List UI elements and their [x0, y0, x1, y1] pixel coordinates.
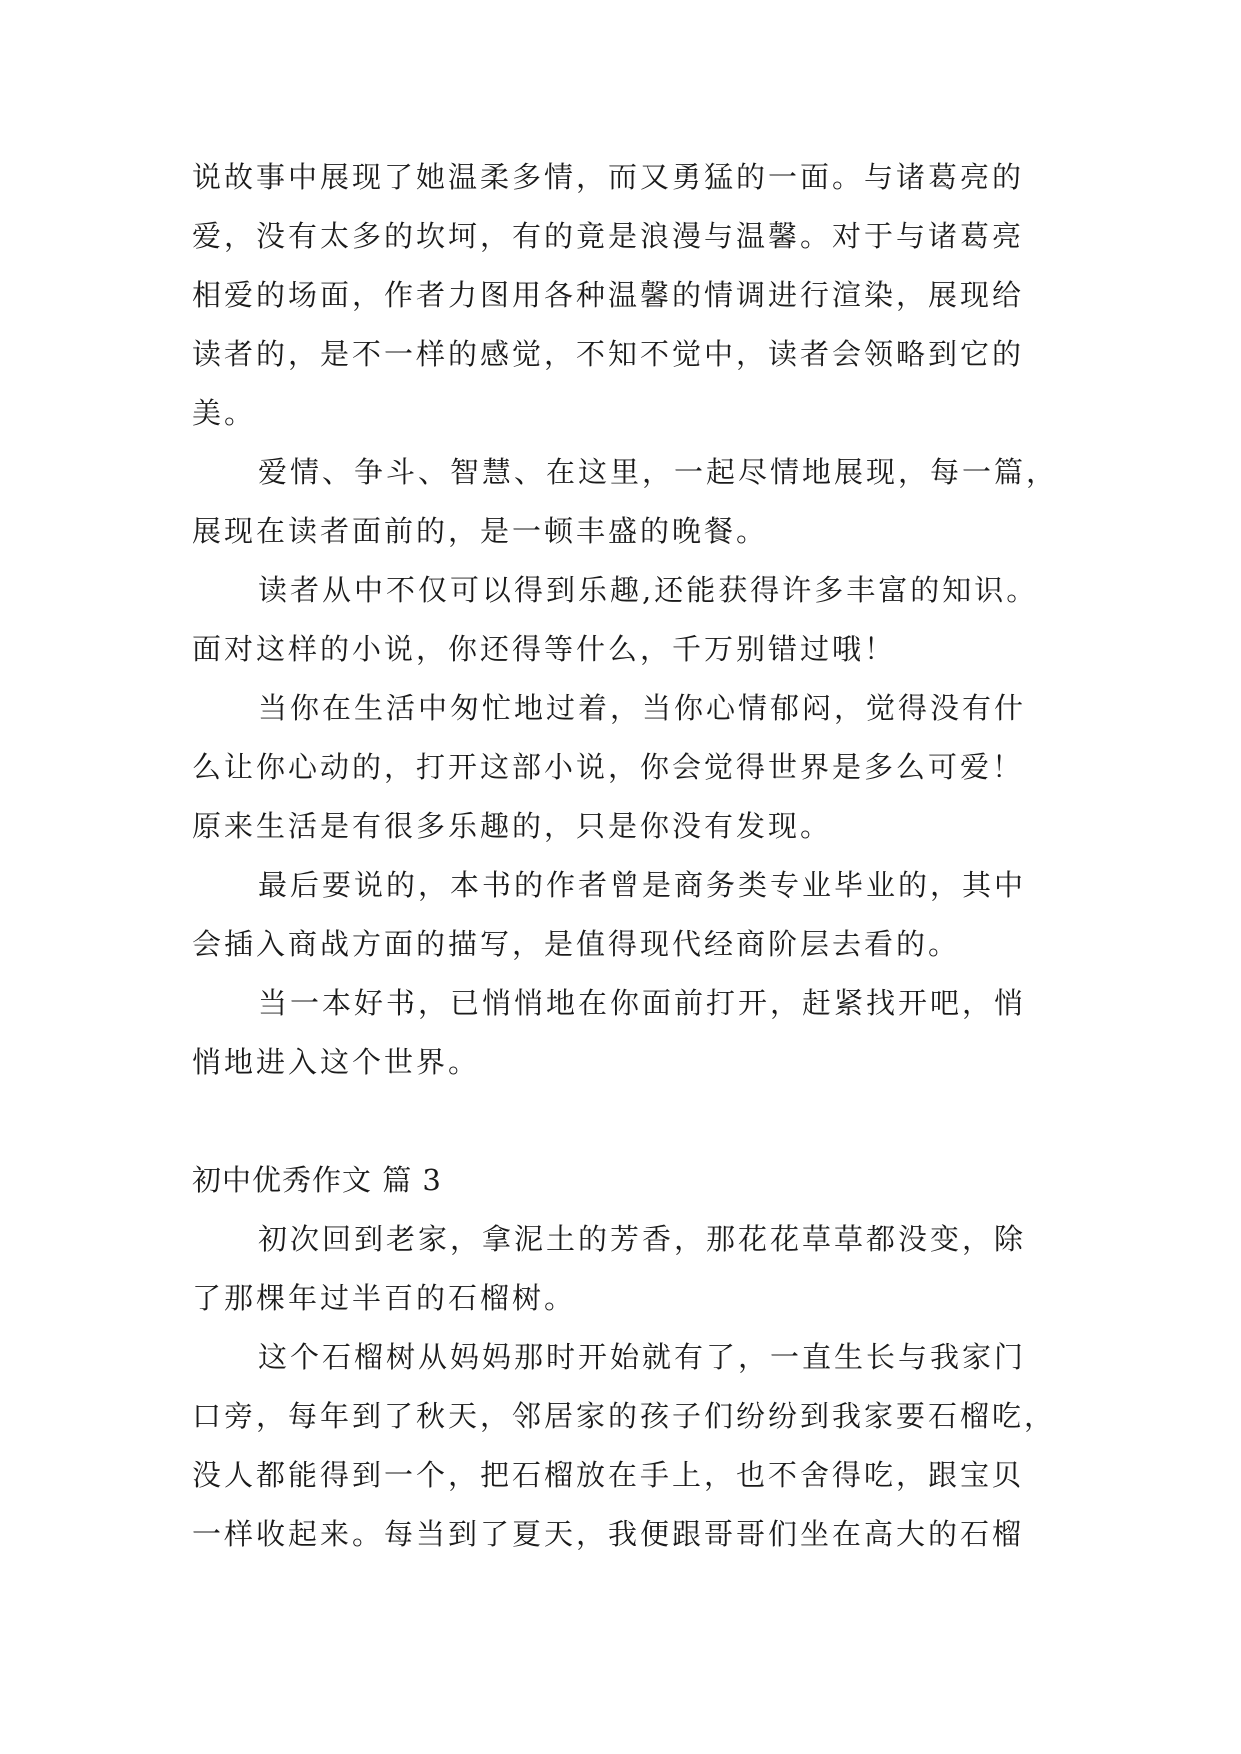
document-page — [192, 148, 1062, 1564]
section-heading: 初中优秀作文 篇 3 — [192, 1163, 442, 1197]
text-line: 初次回到老家，拿泥土的芳香，那花花草草都没变，除 — [258, 1222, 1027, 1256]
text-line: 原来生活是有很多乐趣的，只是你没有发现。 — [192, 809, 833, 843]
paragraph-3 — [192, 561, 1062, 679]
text-line: 爱，没有太多的坎坷，有的竟是浪漫与温馨。对于与诸葛亮 — [192, 219, 1025, 253]
text-line: 了那棵年过半百的石榴树。 — [192, 1281, 577, 1315]
text-line: 没人都能得到一个，把石榴放在手上，也不舍得吃，跟宝贝 — [192, 1458, 1025, 1492]
text-line: 口旁，每年到了秋天，邻居家的孩子们纷纷到我家要石榴吃， — [192, 1399, 1057, 1433]
paragraph-8 — [192, 1328, 1062, 1564]
text-line: 一样收起来。每当到了夏天，我便跟哥哥们坐在高大的石榴 — [192, 1517, 1025, 1551]
text-line: 最后要说的，本书的作者曾是商务类专业毕业的，其中 — [258, 868, 1027, 902]
paragraph-1 — [192, 148, 1062, 443]
text-line: 相爱的场面，作者力图用各种温馨的情调进行渲染，展现给 — [192, 278, 1025, 312]
text-line: 当你在生活中匆忙地过着，当你心情郁闷，觉得没有什 — [258, 691, 1027, 725]
paragraph-5 — [192, 856, 1062, 974]
text-line: 悄地进入这个世界。 — [192, 1045, 481, 1079]
section-spacer — [192, 1092, 1062, 1151]
text-line: 会插入商战方面的描写，是值得现代经商阶层去看的。 — [192, 927, 961, 961]
text-line: 展现在读者面前的，是一顿丰盛的晚餐。 — [192, 514, 769, 548]
paragraph-7 — [192, 1210, 1062, 1328]
text-line: 么让你心动的，打开这部小说，你会觉得世界是多么可爱！ — [192, 750, 1025, 784]
text-line: 面对这样的小说，你还得等什么，千万别错过哦！ — [192, 632, 897, 666]
text-line: 当一本好书，已悄悄地在你面前打开，赶紧找开吧，悄 — [258, 986, 1027, 1020]
text-line: 爱情、争斗、智慧、在这里，一起尽情地展现，每一篇， — [258, 455, 1059, 489]
paragraph-4 — [192, 679, 1062, 856]
paragraph-6 — [192, 974, 1062, 1092]
text-line: 美。 — [192, 396, 257, 430]
text-line: 说故事中展现了她温柔多情，而又勇猛的一面。与诸葛亮的 — [192, 160, 1025, 194]
text-line: 读者的，是不一样的感觉，不知不觉中，读者会领略到它的 — [192, 337, 1025, 371]
text-line: 读者从中不仅可以得到乐趣,还能获得许多丰富的知识。 — [258, 573, 1039, 607]
text-line: 这个石榴树从妈妈那时开始就有了，一直生长与我家门 — [258, 1340, 1027, 1374]
paragraph-2 — [192, 443, 1062, 561]
